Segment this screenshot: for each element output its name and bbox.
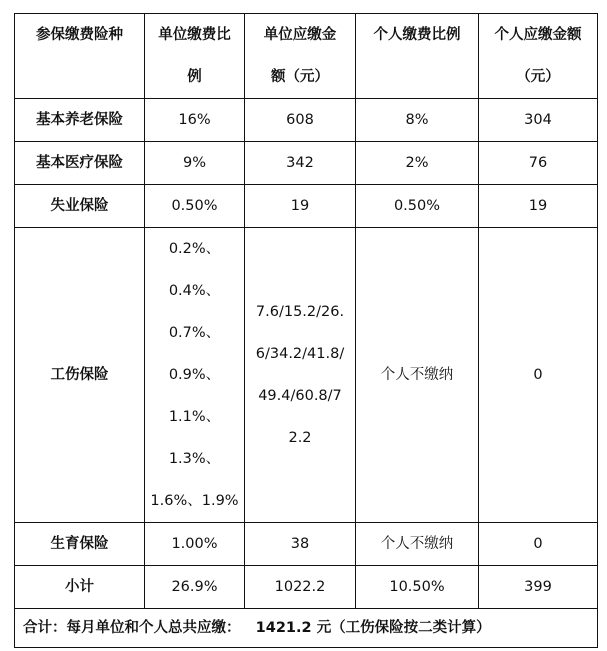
total-suffix: 元（工伤保险按二类计算） <box>316 620 491 636</box>
unit-rate <box>145 566 245 609</box>
unit-rate <box>145 142 245 185</box>
insurance-type: 失业保险 <box>15 185 145 228</box>
column-header-line: 参保缴费险种 <box>36 27 123 43</box>
column-header <box>15 14 145 99</box>
personal-amount: 0 <box>479 523 598 566</box>
unit-rate-line: 0.50% <box>171 198 218 214</box>
table-row <box>15 566 598 609</box>
column-header <box>245 14 356 99</box>
column-header-line: 例 <box>187 69 202 85</box>
unit-amount <box>245 523 356 566</box>
unit-rate-line: 1.1%、 <box>168 409 221 425</box>
table-row <box>15 99 598 142</box>
unit-amount-line: 608 <box>286 112 314 128</box>
unit-rate-line: 0.7%、 <box>168 325 221 341</box>
personal-rate: 10.50% <box>356 566 479 609</box>
column-header-line: 单位应缴金 <box>263 27 337 43</box>
column-header-line: 个人应缴金额 <box>494 27 582 43</box>
unit-amount-line: 19 <box>290 198 310 214</box>
unit-rate <box>145 228 245 523</box>
unit-rate <box>145 523 245 566</box>
unit-rate-line: 9% <box>182 155 206 171</box>
column-header-line: 额（元） <box>271 69 329 85</box>
insurance-type: 小计 <box>15 566 145 609</box>
table-row <box>15 228 598 523</box>
unit-amount <box>245 185 356 228</box>
header-row <box>15 14 598 99</box>
unit-rate-line: 1.00% <box>171 536 218 552</box>
unit-amount-line: 49.4/60.8/7 <box>258 388 342 404</box>
unit-rate-line: 16% <box>178 112 211 128</box>
column-header <box>356 14 479 99</box>
unit-rate-line: 0.4%、 <box>168 283 221 299</box>
unit-amount-line: 2.2 <box>288 430 312 446</box>
unit-amount-line: 38 <box>290 536 310 552</box>
personal-rate: 0.50% <box>356 185 479 228</box>
table-row <box>15 523 598 566</box>
column-header-line: 单位缴费比 <box>158 27 231 43</box>
unit-rate-line: 1.6%、1.9% <box>150 493 239 509</box>
total-prefix: 合计：每月单位和个人总共应缴： <box>23 620 241 636</box>
personal-rate: 2% <box>356 142 479 185</box>
unit-amount <box>245 99 356 142</box>
unit-rate <box>145 185 245 228</box>
unit-amount-line: 1022.2 <box>274 579 326 595</box>
unit-rate <box>145 99 245 142</box>
table-row <box>15 142 598 185</box>
personal-amount: 0 <box>479 228 598 523</box>
personal-rate: 8% <box>356 99 479 142</box>
column-header-line: （元） <box>516 69 560 85</box>
unit-amount <box>245 228 356 523</box>
insurance-type: 基本医疗保险 <box>15 142 145 185</box>
personal-amount: 399 <box>479 566 598 609</box>
column-header-line: 个人缴费比例 <box>373 27 461 43</box>
unit-rate-line: 26.9% <box>171 579 218 595</box>
insurance-type: 工伤保险 <box>15 228 145 523</box>
personal-rate: 个人不缴纳 <box>356 228 479 523</box>
unit-rate-line: 0.9%、 <box>168 367 221 383</box>
column-header <box>145 14 245 99</box>
personal-rate: 个人不缴纳 <box>356 523 479 566</box>
unit-amount-line: 7.6/15.2/26. <box>255 304 345 320</box>
personal-amount: 304 <box>479 99 598 142</box>
unit-rate-line: 0.2%、 <box>168 241 221 257</box>
total-amount: 1421.2 <box>255 620 312 636</box>
insurance-type: 生育保险 <box>15 523 145 566</box>
unit-rate-line: 1.3%、 <box>168 451 221 467</box>
table-row <box>15 185 598 228</box>
personal-amount: 19 <box>479 185 598 228</box>
insurance-contribution-table <box>14 13 598 648</box>
unit-amount <box>245 566 356 609</box>
total-cell <box>15 609 598 648</box>
unit-amount-line: 342 <box>286 155 314 171</box>
personal-amount: 76 <box>479 142 598 185</box>
column-header <box>479 14 598 99</box>
unit-amount-line: 6/34.2/41.8/ <box>255 346 345 362</box>
insurance-type: 基本养老保险 <box>15 99 145 142</box>
unit-amount <box>245 142 356 185</box>
total-row <box>15 609 598 648</box>
